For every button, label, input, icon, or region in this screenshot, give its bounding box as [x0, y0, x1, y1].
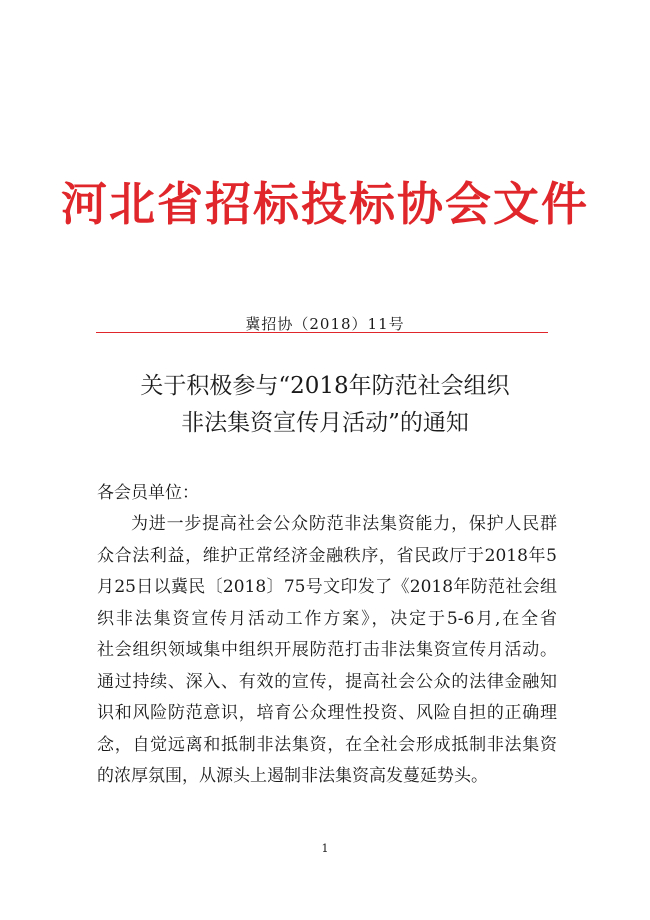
- body-line: 为进一步提高社会公众防范非法集资能力，保护人民群: [131, 514, 557, 534]
- body-line: 众合法利益，维护正常经济金融秩序，省民政厅于2018年5: [97, 545, 557, 566]
- body-line: 识和风险防范意识，培育公众理性投资、风险自担的正确理: [97, 703, 557, 723]
- notice-title-line-1: 关于积极参与“2018年防范社会组织: [140, 373, 510, 399]
- document-number: 冀招协（2018）11号: [245, 315, 405, 333]
- recipient-salutation: 各会员单位：: [97, 483, 199, 503]
- page-number: 1: [321, 842, 329, 855]
- body-paragraph: [97, 509, 557, 793]
- body-line: 的浓厚氛围，从源头上遏制非法集资高发蔓延势头。: [97, 766, 488, 786]
- notice-title-line-2: 非法集资宣传月活动”的通知: [181, 410, 469, 436]
- notice-title: [0, 368, 650, 442]
- document-header-title: 河北省招标投标协会文件: [61, 177, 589, 231]
- body-line: 通过持续、深入、有效的宣传，提高社会公众的法律金融知: [97, 671, 557, 692]
- body-line: 织非法集资宣传月活动工作方案》，决定于5-6月,在全省: [97, 608, 557, 629]
- body-line: 月25日以冀民〔2018〕75号文印发了《2018年防范社会组: [97, 577, 557, 597]
- body-line: 念，自觉远离和抵制非法集资，在全社会形成抵制非法集资: [97, 734, 557, 755]
- body-line: 社会组织领域集中组织开展防范打击非法集资宣传月活动。: [97, 640, 557, 660]
- red-divider-line: [96, 332, 548, 333]
